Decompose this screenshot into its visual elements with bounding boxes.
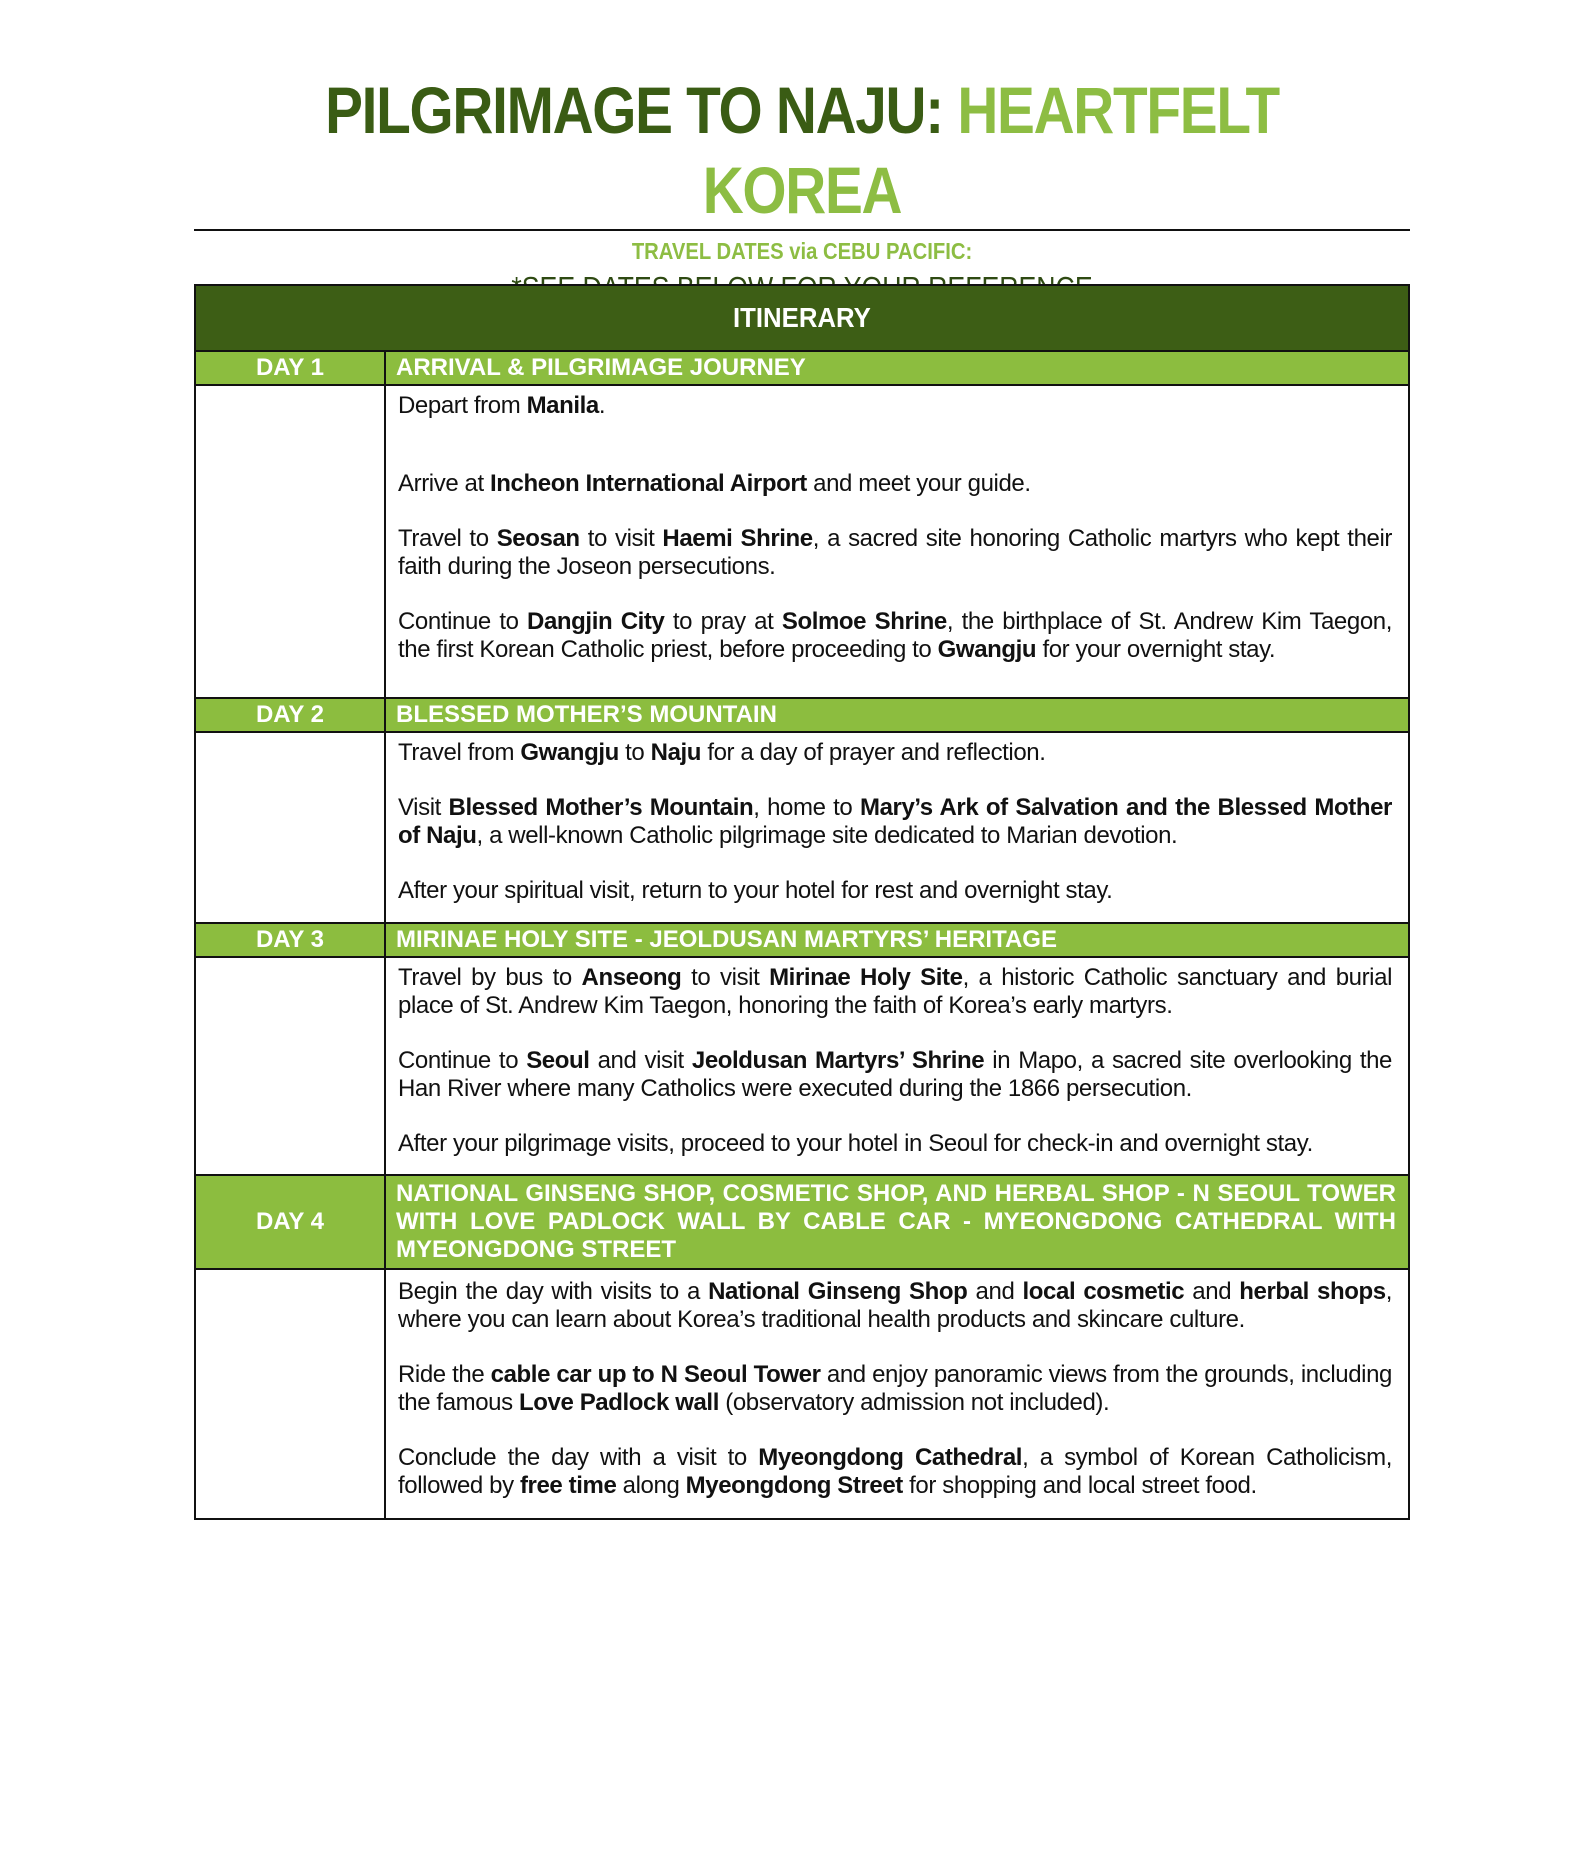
bold-text: Gwangju (937, 636, 1037, 663)
bold-text: Seosan (496, 525, 580, 552)
text-run: Continue to (398, 1047, 527, 1074)
day-description (386, 386, 1408, 697)
day-header-row (196, 699, 1408, 733)
day-body-row (196, 733, 1408, 924)
paragraph (398, 1130, 1392, 1158)
paragraph (398, 794, 1392, 850)
bold-text: Mirinae Holy Site (769, 964, 963, 991)
day-body-row (196, 386, 1408, 699)
text-run: in Mapo, a sacred site overlooking the Han River where many Catholics were executed during the 1866 persecution. (398, 1047, 1392, 1102)
text-run: and visit (589, 1047, 692, 1074)
text-run: for a day of prayer and reflection. (701, 739, 1046, 766)
bold-text: Solmoe Shrine (781, 608, 947, 635)
travel-dates-subtitle: TRAVEL DATES via CEBU PACIFIC: (631, 238, 973, 264)
bold-text: Myeongdong Street (685, 1472, 903, 1499)
day-header-row (196, 924, 1408, 958)
text-run: to visit (579, 525, 663, 552)
text-run: Conclude the day with a visit to (398, 1444, 759, 1471)
text-run: After your pilgrimage visits, proceed to your hotel in Seoul for check-in and overnight stay. (398, 1130, 1313, 1157)
header-divider (194, 229, 1410, 231)
text-run: Depart from (398, 392, 527, 419)
text-run: , a well-known Catholic pilgrimage site dedicated to Marian devotion. (476, 822, 1178, 849)
bold-text: Dangjin City (527, 608, 665, 635)
paragraph (398, 739, 1392, 767)
itinerary-heading-text: ITINERARY (733, 302, 871, 333)
text-run: , where you can learn about Korea’s traditional health products and skincare culture. (398, 1278, 1392, 1333)
paragraph (398, 1047, 1392, 1103)
text-run: , a symbol of Korean Catholicism, followed by (398, 1444, 1393, 1499)
paragraph (398, 392, 1392, 420)
text-run: (observatory admission not included). (718, 1389, 1110, 1416)
day-body-row (196, 1270, 1408, 1518)
text-run: and meet your guide. (806, 470, 1031, 497)
day-title: BLESSED MOTHER’S MOUNTAIN (396, 701, 777, 728)
paragraph (398, 877, 1392, 905)
day-title: MIRINAE HOLY SITE - JEOLDUSAN MARTYRS’ HERITAGE (396, 926, 1057, 953)
text-run: and enjoy panoramic views from the grounds, including the famous (398, 1361, 1392, 1416)
title-part-1: PILGRIMAGE TO NAJU: (325, 73, 958, 147)
text-run: , a historic Catholic sanctuary and burial place of St. Andrew Kim Taegon, honoring the faith of Korea’s early martyrs. (398, 964, 1392, 1019)
text-run: and (967, 1278, 1023, 1305)
text-run: for shopping and local street food. (902, 1472, 1257, 1499)
day-label: DAY 1 (196, 352, 386, 384)
text-run: to (618, 739, 651, 766)
bold-text: Gwangju (520, 739, 619, 766)
text-run: Ride the (398, 1361, 491, 1388)
text-run: Continue to (398, 608, 528, 635)
bold-text: Incheon International Airport (490, 470, 807, 497)
bold-text: Myeongdong Cathedral (758, 1444, 1023, 1471)
text-run: Travel from (398, 739, 521, 766)
day-title: ARRIVAL & PILGRIMAGE JOURNEY (396, 354, 806, 381)
text-run: , the birthplace of St. Andrew Kim Taegon, the first Korean Catholic priest, before proceeding to (398, 608, 1392, 663)
text-run: After your spiritual visit, return to your hotel for rest and overnight stay. (398, 877, 1113, 904)
paragraph (398, 608, 1392, 664)
bold-text: cable car up to N Seoul Tower (490, 1361, 821, 1388)
bold-text: free time (519, 1472, 617, 1499)
bold-text: Love Padlock wall (519, 1389, 719, 1416)
page-title (279, 70, 1325, 230)
bold-text: Seoul (526, 1047, 590, 1074)
day-description (386, 958, 1408, 1174)
bold-text: Naju (650, 739, 702, 766)
text-run: . (598, 392, 606, 419)
paragraph (398, 964, 1392, 1020)
bold-text: local cosmetic (1022, 1278, 1185, 1305)
day-label: DAY 4 (196, 1176, 386, 1268)
title-part-2: HEARTFELT KOREA (702, 73, 1279, 227)
paragraph (398, 1444, 1392, 1500)
bold-text: National Ginseng Shop (708, 1278, 968, 1305)
text-run: , a sacred site honoring Catholic martyrs who kept their faith during the Joseon persecutions. (398, 525, 1392, 580)
itinerary-table (194, 284, 1410, 1520)
text-run: to visit (681, 964, 770, 991)
day-title: NATIONAL GINSENG SHOP, COSMETIC SHOP, AND HERBAL SHOP - N SEOUL TOWER WITH LOVE PADLOCK WALL BY CABLE CAR - MYEONGDONG CATHEDRAL WITH MYEONGDONG STREET (396, 1180, 1396, 1263)
bold-text: Mary’s Ark of Salvation and the Blessed Mother of Naju (398, 794, 1392, 849)
text-run: to pray at (664, 608, 782, 635)
day-body-spacer (196, 1270, 386, 1518)
day-body-spacer (196, 733, 386, 922)
day-label: DAY 2 (196, 699, 386, 731)
day-body-spacer (196, 958, 386, 1174)
bold-text: Blessed Mother’s Mountain (448, 794, 754, 821)
day-description (386, 733, 1408, 922)
text-run: Travel by bus to (398, 964, 582, 991)
text-run: Travel to (398, 525, 497, 552)
text-run: , home to (753, 794, 860, 821)
paragraph (398, 525, 1392, 581)
text-run: Arrive at (398, 470, 491, 497)
text-run: along (616, 1472, 686, 1499)
bold-text: herbal shops (1239, 1278, 1386, 1305)
text-run: Visit (398, 794, 449, 821)
paragraph (398, 1361, 1392, 1417)
text-run: for your overnight stay. (1036, 636, 1276, 663)
day-label: DAY 3 (196, 924, 386, 956)
day-body-row (196, 958, 1408, 1176)
paragraph (398, 470, 1392, 498)
bold-text: Haemi Shrine (662, 525, 813, 552)
page-header (194, 70, 1410, 308)
bold-text: Anseong (581, 964, 682, 991)
day-header-row (196, 352, 1408, 386)
itinerary-heading (196, 286, 1408, 352)
day-description (386, 1270, 1408, 1518)
bold-text: Jeoldusan Martyrs’ Shrine (691, 1047, 985, 1074)
day-header-row (196, 1176, 1408, 1270)
paragraph (398, 1278, 1392, 1334)
text-run: Begin the day with visits to a (398, 1278, 709, 1305)
bold-text: Manila (526, 392, 599, 419)
text-run: and (1184, 1278, 1240, 1305)
day-body-spacer (196, 386, 386, 697)
